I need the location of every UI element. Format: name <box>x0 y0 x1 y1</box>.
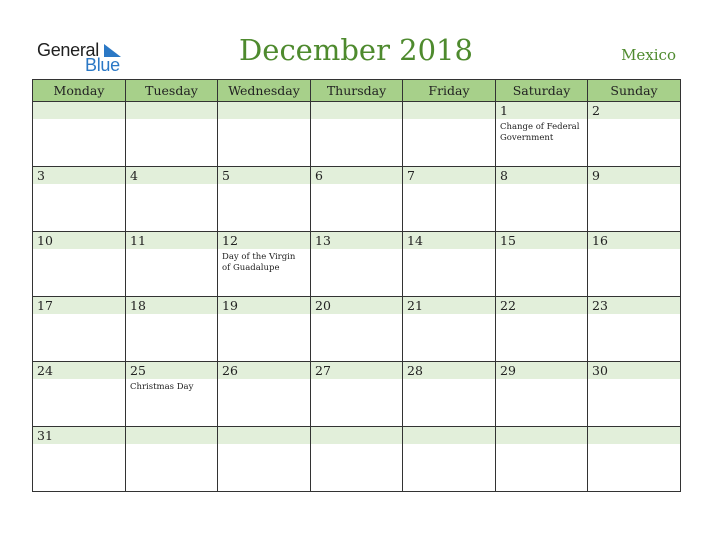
day-cell <box>126 102 218 167</box>
day-number: 10 <box>33 232 125 249</box>
day-cell <box>588 232 681 297</box>
day-cell <box>588 102 681 167</box>
holiday-label <box>403 249 495 252</box>
day-number: 28 <box>403 362 495 379</box>
holiday-label <box>126 119 217 122</box>
day-cell <box>496 427 588 492</box>
holiday-label <box>496 444 587 447</box>
logo-word-blue: Blue <box>85 55 120 75</box>
day-cell <box>33 102 126 167</box>
day-number <box>403 427 495 444</box>
day-number: 7 <box>403 167 495 184</box>
weekday-header: Saturday <box>496 80 588 102</box>
day-number: 30 <box>588 362 680 379</box>
day-cell <box>496 232 588 297</box>
weekday-header: Thursday <box>311 80 403 102</box>
weekday-header-row <box>33 80 681 102</box>
day-number <box>218 102 310 119</box>
weekday-header: Tuesday <box>126 80 218 102</box>
day-number <box>126 102 217 119</box>
day-cell <box>311 362 403 427</box>
weekday-header: Sunday <box>588 80 681 102</box>
day-cell <box>218 102 311 167</box>
day-cell <box>403 427 496 492</box>
holiday-label <box>311 379 402 382</box>
day-cell <box>218 297 311 362</box>
holiday-label <box>496 314 587 317</box>
day-cell <box>126 297 218 362</box>
day-number: 16 <box>588 232 680 249</box>
day-number: 25 <box>126 362 217 379</box>
day-number: 17 <box>33 297 125 314</box>
day-cell <box>588 297 681 362</box>
day-cell <box>218 362 311 427</box>
day-number <box>588 427 680 444</box>
day-number: 18 <box>126 297 217 314</box>
day-number: 23 <box>588 297 680 314</box>
day-cell <box>311 102 403 167</box>
day-number: 31 <box>33 427 125 444</box>
holiday-label <box>218 444 310 447</box>
holiday-label <box>33 249 125 252</box>
day-cell <box>588 167 681 232</box>
day-number <box>403 102 495 119</box>
day-cell <box>403 167 496 232</box>
holiday-label: Day of the Virgin of Guadalupe <box>222 252 296 273</box>
day-number: 20 <box>311 297 402 314</box>
holiday-label: Christmas Day <box>130 382 194 392</box>
day-cell <box>126 232 218 297</box>
holiday-label <box>126 314 217 317</box>
day-number: 11 <box>126 232 217 249</box>
day-cell <box>126 427 218 492</box>
day-number <box>311 102 402 119</box>
holiday-label <box>218 119 310 122</box>
holiday-label <box>218 314 310 317</box>
day-number: 15 <box>496 232 587 249</box>
day-cell <box>403 297 496 362</box>
week-row <box>33 167 681 232</box>
day-cell <box>311 232 403 297</box>
holiday-label <box>588 249 680 252</box>
holiday-label <box>311 249 402 252</box>
day-number: 13 <box>311 232 402 249</box>
day-cell <box>33 167 126 232</box>
day-number <box>311 427 402 444</box>
day-cell <box>33 362 126 427</box>
day-number: 19 <box>218 297 310 314</box>
country-label: Mexico <box>621 46 676 64</box>
holiday-label <box>33 119 125 122</box>
week-row <box>33 427 681 492</box>
holiday-label <box>588 444 680 447</box>
calendar-grid <box>32 79 681 492</box>
holiday-label <box>218 184 310 187</box>
holiday-label <box>403 184 495 187</box>
holiday-label <box>403 314 495 317</box>
holiday-label <box>403 379 495 382</box>
day-cell <box>33 232 126 297</box>
week-row <box>33 362 681 427</box>
holiday-label <box>311 119 402 122</box>
day-number: 12 <box>218 232 310 249</box>
day-number: 1 <box>496 102 587 119</box>
holiday-label <box>126 444 217 447</box>
holiday-label <box>588 119 680 122</box>
day-cell <box>218 167 311 232</box>
day-number: 8 <box>496 167 587 184</box>
day-cell <box>126 362 218 427</box>
day-cell <box>496 362 588 427</box>
week-row <box>33 232 681 297</box>
day-cell <box>311 427 403 492</box>
holiday-label <box>126 249 217 252</box>
week-row <box>33 297 681 362</box>
day-cell <box>403 232 496 297</box>
holiday-label <box>588 184 680 187</box>
day-cell <box>403 102 496 167</box>
day-number <box>33 102 125 119</box>
day-number: 22 <box>496 297 587 314</box>
holiday-label <box>403 444 495 447</box>
day-number: 9 <box>588 167 680 184</box>
week-row <box>33 102 681 167</box>
day-number: 4 <box>126 167 217 184</box>
day-number: 3 <box>33 167 125 184</box>
day-number <box>218 427 310 444</box>
holiday-label <box>33 379 125 382</box>
holiday-label <box>588 314 680 317</box>
day-number: 14 <box>403 232 495 249</box>
day-cell <box>33 297 126 362</box>
holiday-label <box>218 379 310 382</box>
day-number: 5 <box>218 167 310 184</box>
day-number: 27 <box>311 362 402 379</box>
holiday-label <box>496 379 587 382</box>
day-number: 2 <box>588 102 680 119</box>
day-cell <box>403 362 496 427</box>
day-cell <box>311 167 403 232</box>
day-cell <box>33 427 126 492</box>
holiday-label <box>33 314 125 317</box>
holiday-label <box>126 184 217 187</box>
day-cell <box>311 297 403 362</box>
logo-word-general: General <box>37 40 99 60</box>
day-cell <box>126 167 218 232</box>
day-number: 6 <box>311 167 402 184</box>
weekday-header: Wednesday <box>218 80 311 102</box>
holiday-label: Change of Federal Government <box>500 122 580 143</box>
day-cell <box>588 427 681 492</box>
holiday-label <box>311 444 402 447</box>
holiday-label <box>311 314 402 317</box>
day-cell <box>496 102 588 167</box>
holiday-label <box>403 119 495 122</box>
day-cell <box>496 167 588 232</box>
day-number: 29 <box>496 362 587 379</box>
holiday-label <box>496 249 587 252</box>
holiday-label <box>496 184 587 187</box>
holiday-label <box>588 379 680 382</box>
holiday-label <box>311 184 402 187</box>
holiday-label <box>33 444 125 447</box>
day-number <box>126 427 217 444</box>
day-cell <box>588 362 681 427</box>
holiday-label <box>33 184 125 187</box>
day-cell <box>496 297 588 362</box>
weekday-header: Friday <box>403 80 496 102</box>
day-number <box>496 427 587 444</box>
day-number: 24 <box>33 362 125 379</box>
weekday-header: Monday <box>33 80 126 102</box>
day-number: 21 <box>403 297 495 314</box>
calendar-title: December 2018 <box>239 33 473 67</box>
day-cell <box>218 427 311 492</box>
day-number: 26 <box>218 362 310 379</box>
day-cell <box>218 232 311 297</box>
